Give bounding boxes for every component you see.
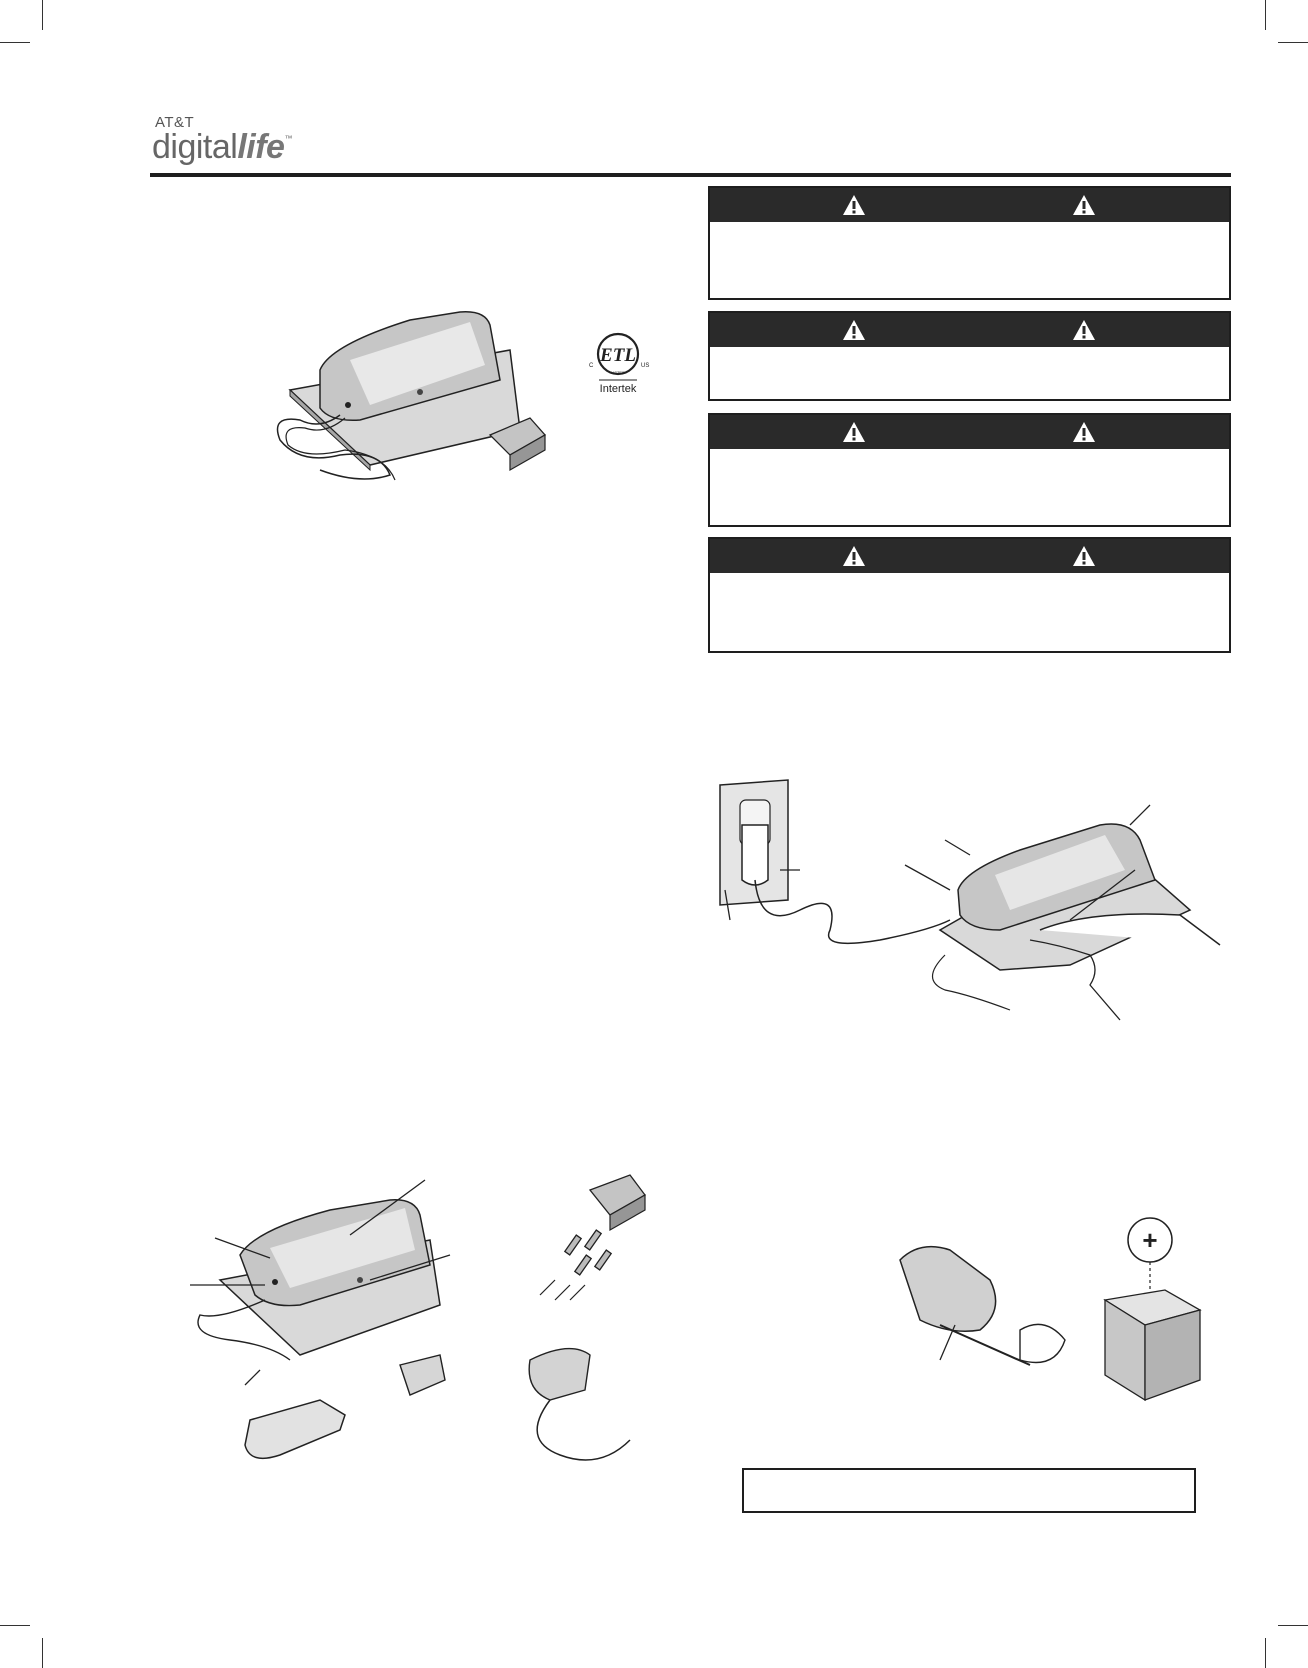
kit-contents-illustration — [170, 1170, 670, 1500]
crop-mark — [1265, 0, 1266, 30]
battery-polarity-label: + — [1142, 1225, 1158, 1255]
warning-box-1 — [708, 186, 1231, 300]
crop-mark — [1278, 42, 1308, 43]
warning-triangle-icon — [842, 545, 866, 567]
etl-lettering: ETL — [600, 345, 636, 366]
note-box — [742, 1468, 1196, 1513]
brand-logo — [152, 128, 292, 167]
warning-box-2 — [708, 311, 1231, 401]
device-illustration — [260, 310, 660, 510]
header-rule — [150, 173, 1231, 177]
outlet-pairing-illustration — [710, 780, 1230, 1040]
etl-country-right: US — [641, 363, 650, 369]
crop-mark — [0, 1625, 30, 1626]
etl-lab-name: Intertek — [599, 383, 637, 395]
brand-word-light: digital — [152, 128, 238, 166]
crop-mark — [42, 0, 43, 30]
warning-box-3 — [708, 413, 1231, 527]
warning-triangle-icon — [842, 194, 866, 216]
warning-triangle-icon — [842, 421, 866, 443]
warning-triangle-icon — [1072, 545, 1096, 567]
warning-triangle-icon — [842, 319, 866, 341]
warning-triangle-icon — [1072, 319, 1096, 341]
etl-country-left: C — [589, 363, 594, 369]
warning-box-4 — [708, 537, 1231, 653]
battery-replacement-illustration — [880, 1220, 1210, 1420]
warning-banner — [710, 539, 1229, 573]
crop-mark — [1265, 1638, 1266, 1668]
brand-top-line: AT&T — [155, 114, 195, 131]
warning-banner — [710, 188, 1229, 222]
crop-mark — [42, 1638, 43, 1668]
crop-mark — [1278, 1625, 1308, 1626]
etl-listed: LISTED — [610, 370, 626, 375]
warning-banner — [710, 415, 1229, 449]
warning-triangle-icon — [1072, 194, 1096, 216]
brand-word-bold: life — [237, 128, 285, 166]
warning-triangle-icon — [1072, 421, 1096, 443]
crop-mark — [0, 42, 30, 43]
warning-banner — [710, 313, 1229, 347]
trademark-symbol: ™ — [284, 134, 292, 143]
